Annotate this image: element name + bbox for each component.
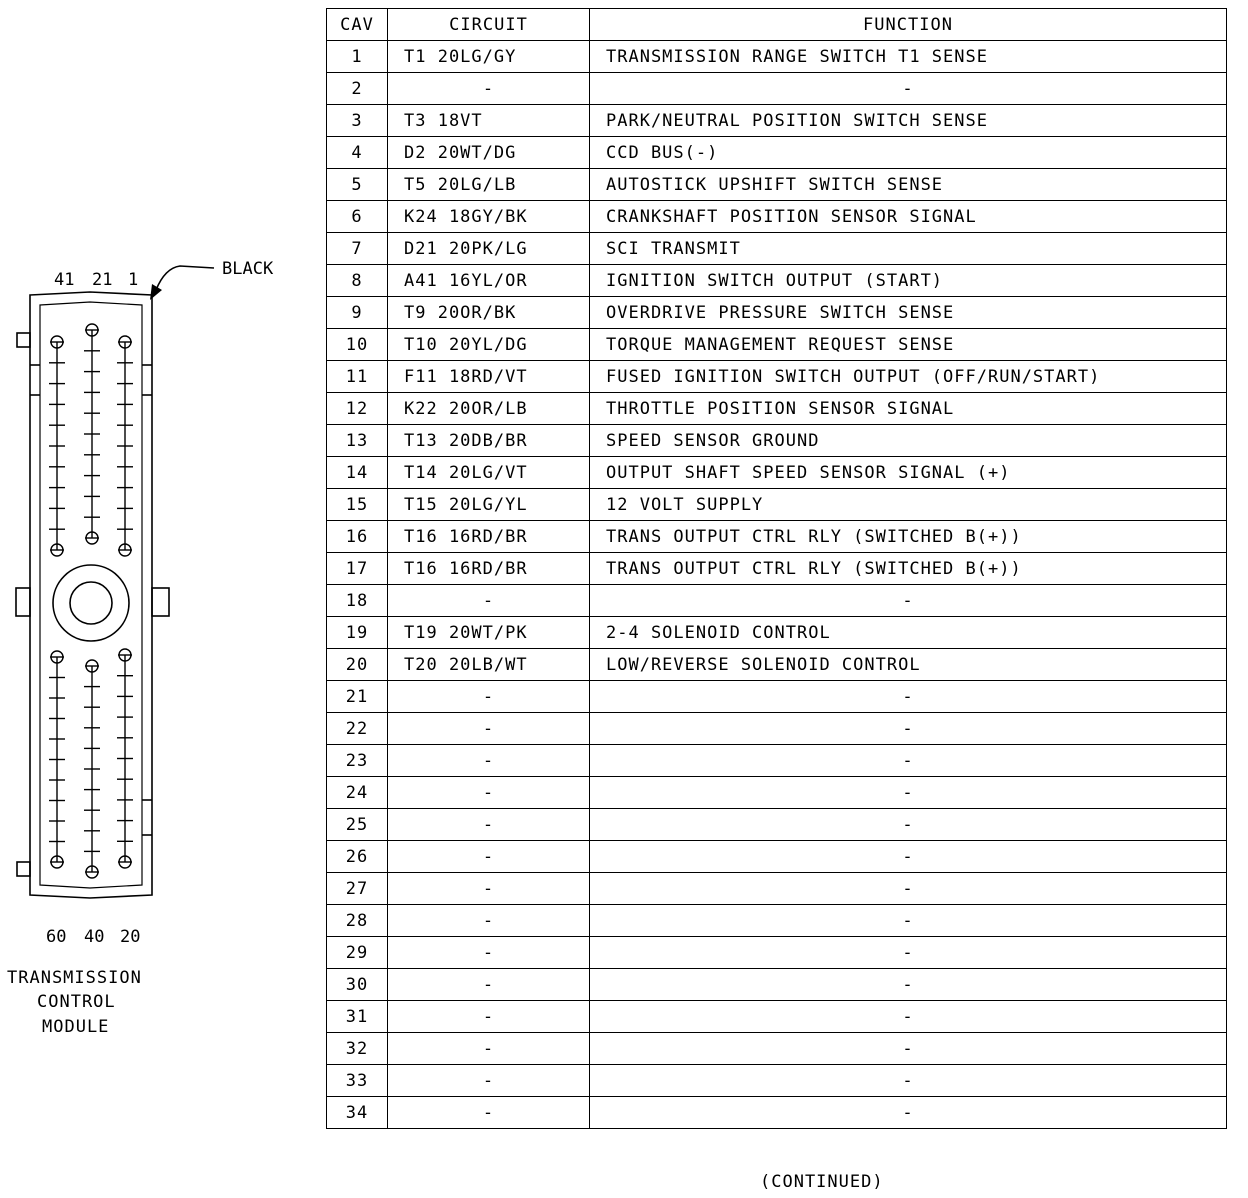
cav-cell: 2 <box>327 73 388 105</box>
cav-cell: 13 <box>327 425 388 457</box>
cav-cell: 21 <box>327 681 388 713</box>
circuit-cell: - <box>388 73 590 105</box>
cav-cell: 23 <box>327 745 388 777</box>
cav-cell: 34 <box>327 1097 388 1129</box>
top-pin-label-1: 1 <box>128 270 139 290</box>
function-cell: - <box>590 969 1227 1001</box>
circuit-cell: - <box>388 969 590 1001</box>
circuit-cell: T10 20YL/DG <box>388 329 590 361</box>
function-cell: - <box>590 937 1227 969</box>
table-row <box>327 841 1227 873</box>
function-cell: - <box>590 809 1227 841</box>
function-cell: SPEED SENSOR GROUND <box>590 425 1227 457</box>
table-row <box>327 1001 1227 1033</box>
cav-cell: 22 <box>327 713 388 745</box>
table-row <box>327 265 1227 297</box>
circuit-cell: - <box>388 841 590 873</box>
function-cell: - <box>590 745 1227 777</box>
function-cell: TRANSMISSION RANGE SWITCH T1 SENSE <box>590 41 1227 73</box>
cav-cell: 5 <box>327 169 388 201</box>
table-row <box>327 297 1227 329</box>
table-row <box>327 425 1227 457</box>
function-cell: OVERDRIVE PRESSURE SWITCH SENSE <box>590 297 1227 329</box>
table-row <box>327 1033 1227 1065</box>
function-cell: - <box>590 841 1227 873</box>
cav-cell: 19 <box>327 617 388 649</box>
cav-cell: 14 <box>327 457 388 489</box>
table-row <box>327 521 1227 553</box>
cav-cell: 3 <box>327 105 388 137</box>
cav-cell: 1 <box>327 41 388 73</box>
table-row <box>327 809 1227 841</box>
circuit-cell: F11 18RD/VT <box>388 361 590 393</box>
function-cell: IGNITION SWITCH OUTPUT (START) <box>590 265 1227 297</box>
table-header-row <box>327 9 1227 41</box>
function-cell: - <box>590 585 1227 617</box>
function-cell: LOW/REVERSE SOLENOID CONTROL <box>590 649 1227 681</box>
cav-cell: 8 <box>327 265 388 297</box>
table-row <box>327 649 1227 681</box>
circuit-cell: T13 20DB/BR <box>388 425 590 457</box>
circuit-cell: - <box>388 745 590 777</box>
function-cell: FUSED IGNITION SWITCH OUTPUT (OFF/RUN/START) <box>590 361 1227 393</box>
function-cell: PARK/NEUTRAL POSITION SWITCH SENSE <box>590 105 1227 137</box>
connector-color-label: BLACK <box>222 259 274 279</box>
circuit-cell: - <box>388 585 590 617</box>
table-row <box>327 169 1227 201</box>
cav-cell: 20 <box>327 649 388 681</box>
circuit-cell: T16 16RD/BR <box>388 521 590 553</box>
function-cell: 2-4 SOLENOID CONTROL <box>590 617 1227 649</box>
circuit-cell: - <box>388 1033 590 1065</box>
cav-cell: 32 <box>327 1033 388 1065</box>
table-row <box>327 73 1227 105</box>
table-row <box>327 489 1227 521</box>
circuit-cell: T20 20LB/WT <box>388 649 590 681</box>
circuit-cell: - <box>388 937 590 969</box>
cav-cell: 6 <box>327 201 388 233</box>
pin-columns <box>49 324 133 878</box>
table-row <box>327 713 1227 745</box>
cav-cell: 31 <box>327 1001 388 1033</box>
circuit-cell: - <box>388 873 590 905</box>
function-cell: CCD BUS(-) <box>590 137 1227 169</box>
table-row <box>327 329 1227 361</box>
circuit-cell: T5 20LG/LB <box>388 169 590 201</box>
function-cell: - <box>590 1033 1227 1065</box>
circuit-cell: D21 20PK/LG <box>388 233 590 265</box>
table-row <box>327 201 1227 233</box>
cav-cell: 15 <box>327 489 388 521</box>
function-cell: - <box>590 1097 1227 1129</box>
table-row <box>327 1065 1227 1097</box>
top-pin-label-21: 21 <box>92 270 113 290</box>
cav-cell: 25 <box>327 809 388 841</box>
circuit-cell: - <box>388 777 590 809</box>
function-cell: - <box>590 1065 1227 1097</box>
table-row <box>327 233 1227 265</box>
function-cell: THROTTLE POSITION SENSOR SIGNAL <box>590 393 1227 425</box>
table-row <box>327 937 1227 969</box>
circuit-cell: - <box>388 681 590 713</box>
bottom-pin-label-40: 40 <box>84 927 105 947</box>
table-row <box>327 361 1227 393</box>
circuit-cell: A41 16YL/OR <box>388 265 590 297</box>
function-cell: OUTPUT SHAFT SPEED SENSOR SIGNAL (+) <box>590 457 1227 489</box>
cav-cell: 4 <box>327 137 388 169</box>
cav-cell: 33 <box>327 1065 388 1097</box>
cav-cell: 7 <box>327 233 388 265</box>
function-cell: - <box>590 681 1227 713</box>
cav-cell: 9 <box>327 297 388 329</box>
circuit-cell: - <box>388 905 590 937</box>
function-cell: CRANKSHAFT POSITION SENSOR SIGNAL <box>590 201 1227 233</box>
function-cell: 12 VOLT SUPPLY <box>590 489 1227 521</box>
circuit-cell: K22 20OR/LB <box>388 393 590 425</box>
table-row <box>327 393 1227 425</box>
function-cell: TRANS OUTPUT CTRL RLY (SWITCHED B(+)) <box>590 553 1227 585</box>
table-row <box>327 585 1227 617</box>
table-row <box>327 873 1227 905</box>
table-row <box>327 1097 1227 1129</box>
circuit-cell: - <box>388 1001 590 1033</box>
circuit-cell: K24 18GY/BK <box>388 201 590 233</box>
circuit-cell: T16 16RD/BR <box>388 553 590 585</box>
function-cell: - <box>590 73 1227 105</box>
table-row <box>327 617 1227 649</box>
circuit-cell: T3 18VT <box>388 105 590 137</box>
table-row <box>327 905 1227 937</box>
cav-cell: 27 <box>327 873 388 905</box>
header-function: FUNCTION <box>590 9 1227 41</box>
table-row <box>327 457 1227 489</box>
table-row <box>327 553 1227 585</box>
function-cell: - <box>590 713 1227 745</box>
circuit-cell: T15 20LG/YL <box>388 489 590 521</box>
circuit-cell: - <box>388 809 590 841</box>
circuit-cell: - <box>388 1097 590 1129</box>
top-pin-label-41: 41 <box>54 270 75 290</box>
cav-cell: 11 <box>327 361 388 393</box>
table-row <box>327 777 1227 809</box>
table-row <box>327 105 1227 137</box>
function-cell: TORQUE MANAGEMENT REQUEST SENSE <box>590 329 1227 361</box>
cav-cell: 10 <box>327 329 388 361</box>
circuit-cell: T19 20WT/PK <box>388 617 590 649</box>
function-cell: SCI TRANSMIT <box>590 233 1227 265</box>
function-cell: - <box>590 1001 1227 1033</box>
cav-cell: 18 <box>327 585 388 617</box>
cav-cell: 30 <box>327 969 388 1001</box>
function-cell: AUTOSTICK UPSHIFT SWITCH SENSE <box>590 169 1227 201</box>
circuit-cell: D2 20WT/DG <box>388 137 590 169</box>
cav-cell: 26 <box>327 841 388 873</box>
header-circuit: CIRCUIT <box>388 9 590 41</box>
module-name-line-2: CONTROL <box>37 992 116 1012</box>
bottom-pin-label-60: 60 <box>46 927 67 947</box>
connector-diagram <box>0 0 320 1198</box>
leader-arrow <box>156 266 214 290</box>
table-row <box>327 745 1227 777</box>
table-row <box>327 41 1227 73</box>
circuit-cell: T1 20LG/GY <box>388 41 590 73</box>
continued-note: (CONTINUED) <box>760 1172 884 1192</box>
circuit-cell: - <box>388 713 590 745</box>
cav-cell: 29 <box>327 937 388 969</box>
cav-cell: 24 <box>327 777 388 809</box>
cav-cell: 12 <box>327 393 388 425</box>
circuit-cell: T14 20LG/VT <box>388 457 590 489</box>
table-row <box>327 137 1227 169</box>
function-cell: - <box>590 905 1227 937</box>
module-name-line-1: TRANSMISSION <box>7 968 142 988</box>
function-cell: TRANS OUTPUT CTRL RLY (SWITCHED B(+)) <box>590 521 1227 553</box>
bottom-pin-label-20: 20 <box>120 927 141 947</box>
table-row <box>327 681 1227 713</box>
cav-cell: 16 <box>327 521 388 553</box>
function-cell: - <box>590 873 1227 905</box>
table-row <box>327 969 1227 1001</box>
pinout-body <box>327 41 1227 1129</box>
header-cav: CAV <box>327 9 388 41</box>
cav-cell: 28 <box>327 905 388 937</box>
pinout-table <box>326 8 1227 1129</box>
module-name-line-3: MODULE <box>42 1017 110 1037</box>
function-cell: - <box>590 777 1227 809</box>
circuit-cell: - <box>388 1065 590 1097</box>
circuit-cell: T9 20OR/BK <box>388 297 590 329</box>
cav-cell: 17 <box>327 553 388 585</box>
